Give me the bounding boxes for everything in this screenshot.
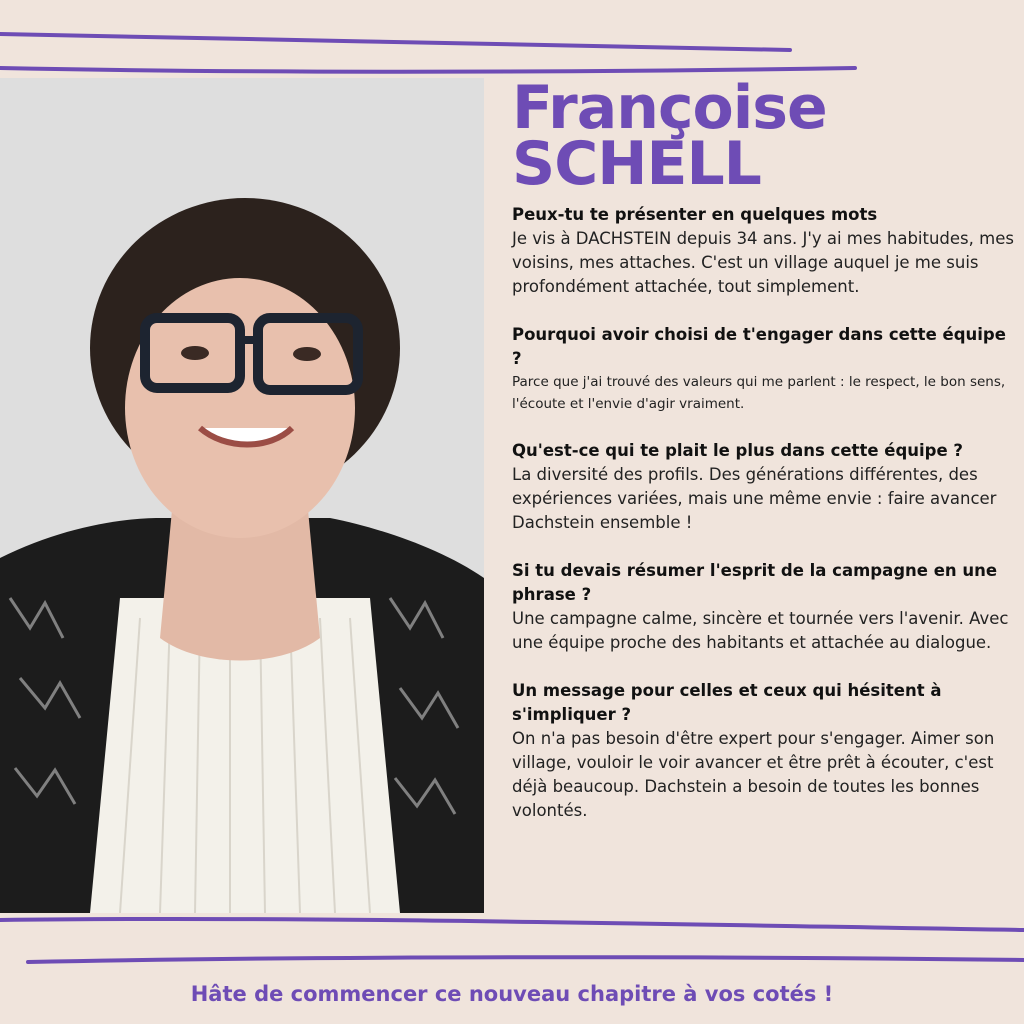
qa-item (512, 559, 1018, 655)
last-name: SCHELL (512, 129, 761, 199)
portrait-photo (0, 78, 484, 913)
qa-item (512, 439, 1018, 535)
question: Un message pour celles et ceux qui hésitent à s'impliquer ? (512, 681, 942, 724)
person-name (512, 73, 827, 199)
first-name: Françoise (512, 73, 827, 143)
qa-item (512, 203, 1018, 299)
answer: Une campagne calme, sincère et tournée vers l'avenir. Avec une équipe proche des habitants et attachée au dialogue. (512, 609, 1009, 652)
qa-item (512, 679, 1018, 823)
answer: On n'a pas besoin d'être expert pour s'engager. Aimer son village, vouloir le voir avancer et être prêt à écouter, c'est déjà beaucoup. Dachstein a besoin de toutes les bonnes volontés. (512, 729, 995, 820)
qa-item (512, 323, 1018, 415)
answer: La diversité des profils. Des générations différentes, des expériences variées, mais une même envie : faire avancer Dachstein ensemble ! (512, 465, 997, 532)
question: Peux-tu te présenter en quelques mots (512, 205, 878, 224)
answer: Parce que j'ai trouvé des valeurs qui me parlent : le respect, le bon sens, l'écoute et l'envie d'agir vraiment. (512, 374, 1006, 412)
answer: Je vis à DACHSTEIN depuis 34 ans. J'y ai mes habitudes, mes voisins, mes attaches. C'est un village auquel je me suis profondément attachée, tout simplement. (512, 229, 1014, 296)
footer-message: Hâte de commencer ce nouveau chapitre à vos cotés ! (190, 982, 834, 1006)
interview-section (512, 203, 1018, 847)
question: Si tu devais résumer l'esprit de la campagne en une phrase ? (512, 561, 998, 604)
question: Qu'est-ce qui te plait le plus dans cette équipe ? (512, 441, 963, 460)
question: Pourquoi avoir choisi de t'engager dans cette équipe ? (512, 325, 1006, 368)
